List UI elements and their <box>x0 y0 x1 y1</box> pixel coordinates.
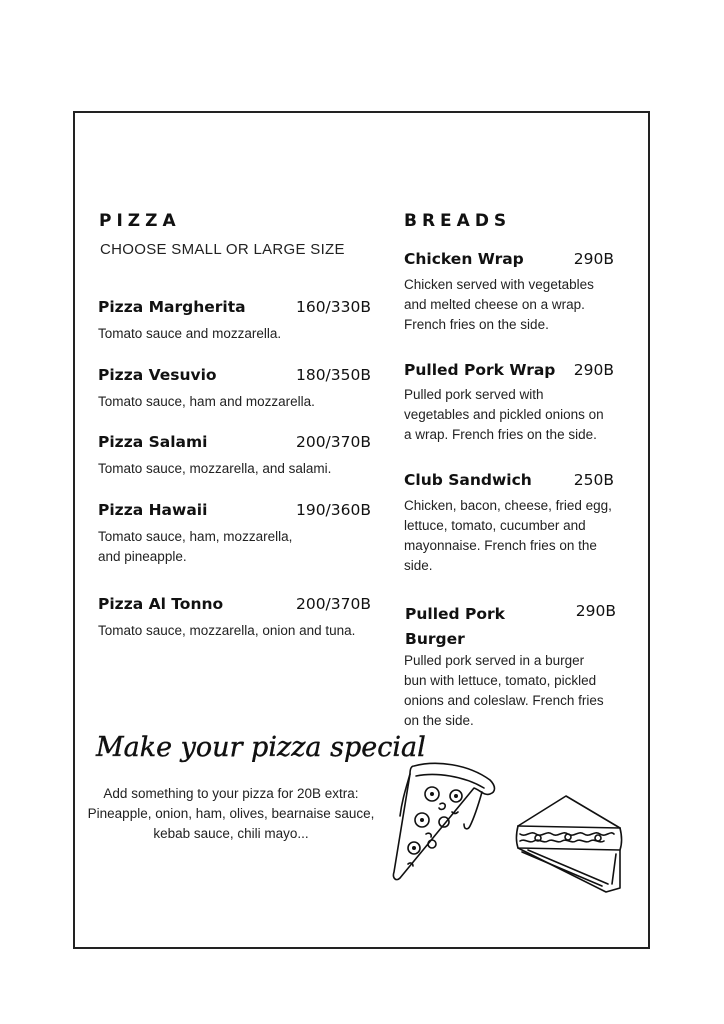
bread-item-name: Club Sandwich <box>404 471 532 489</box>
pizza-item-description: Tomato sauce, mozzarella, and salami. <box>98 461 332 476</box>
pizza-item-price: 180/350B <box>295 366 371 384</box>
bread-item-name: Pulled Pork Burger <box>405 605 505 648</box>
pizza-item-description: Tomato sauce, mozzarella, onion and tuna. <box>98 623 356 638</box>
bread-item-price: 290B <box>575 602 616 620</box>
pizza-item-name: Pizza Vesuvio <box>98 366 217 384</box>
pizza-size-note: CHOOSE SMALL OR LARGE SIZE <box>100 241 345 258</box>
bread-item-description: Pulled pork served in a burger bun with lettuce, tomato, pickled onions and coleslaw. French fries on the side. <box>404 653 604 728</box>
extras-note: Add something to your pizza for 20B extra: Pineapple, onion, ham, olives, bearnaise sauce, kebab sauce, chili mayo... <box>87 786 375 841</box>
pizza-item-name: Pizza Salami <box>98 433 208 451</box>
bread-item-price: 290B <box>573 361 614 379</box>
pizza-item-name: Pizza Al Tonno <box>98 595 224 613</box>
bread-item-description: Chicken, bacon, cheese, fried egg, lettuce, tomato, cucumber and mayonnaise. French fries on the side. <box>404 498 612 573</box>
bread-item-name: Chicken Wrap <box>404 250 524 268</box>
bread-item-price: 250B <box>573 471 614 489</box>
bread-item-description: Pulled pork served with vegetables and pickled onions on a wrap. French fries on the side. <box>404 387 604 442</box>
sandwich-icon <box>508 788 632 898</box>
pizza-section-title: PIZZA <box>99 211 181 231</box>
bread-item-price: 290B <box>573 250 614 268</box>
svg-text:Make your pizza special: Make your pizza special <box>96 732 426 763</box>
make-your-pizza-special-script <box>92 722 426 772</box>
pizza-item-description: Tomato sauce and mozzarella. <box>98 326 282 341</box>
pizza-slice-icon <box>386 760 504 884</box>
pizza-item-price: 200/370B <box>295 595 371 613</box>
bread-item-description: Chicken served with vegetables and melted cheese on a wrap. French fries on the side. <box>404 277 594 332</box>
pizza-item-price: 200/370B <box>295 433 371 451</box>
pizza-item-price: 160/330B <box>295 298 371 316</box>
pizza-item-description: Tomato sauce, ham, mozzarella, and pineapple. <box>98 529 293 564</box>
bread-item-name: Pulled Pork Wrap <box>404 361 556 379</box>
pizza-item-name: Pizza Hawaii <box>98 501 208 519</box>
pizza-item-name: Pizza Margherita <box>98 298 246 316</box>
pizza-item-description: Tomato sauce, ham and mozzarella. <box>98 394 315 409</box>
breads-section-title: BREADS <box>404 211 512 231</box>
pizza-item-price: 190/360B <box>295 501 371 519</box>
